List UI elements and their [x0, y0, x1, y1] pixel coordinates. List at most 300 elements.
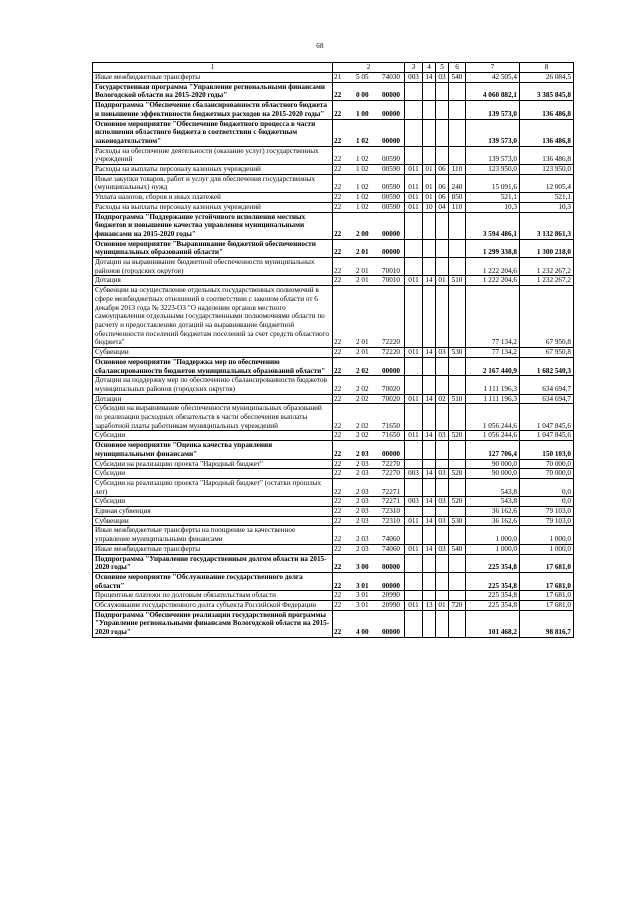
code-part: 2 00: [356, 229, 369, 238]
row-pr: [436, 459, 449, 469]
table-row: [93, 376, 574, 394]
row-value-col7: 139 573,0: [466, 101, 520, 119]
row-code: [333, 441, 405, 459]
row-pr: 03: [436, 516, 449, 526]
code-part: 2 03: [356, 459, 369, 468]
code-part: 1 02: [356, 136, 369, 145]
row-value-col7: 15 091,6: [466, 174, 520, 192]
row-name: Дотация: [93, 276, 333, 286]
row-rz: 01: [423, 193, 436, 203]
row-name: Расходы на обеспечение деятельности (оказание услуг) государственных учреждений: [93, 146, 333, 164]
row-value-col8: 136 486,8: [520, 146, 574, 164]
table-row: [93, 174, 574, 192]
row-pr: 03: [436, 544, 449, 554]
row-vid: [449, 101, 466, 119]
row-name: Иные межбюджетные трансферты на поощрение за качественное управление муниципальными финансами: [93, 526, 333, 544]
code-part: 2 02: [356, 421, 369, 430]
row-code: [333, 276, 405, 286]
table-row: [93, 544, 574, 554]
row-name: Иные закупки товаров, работ и услуг для обеспечения государственных (муниципальных) нужд: [93, 174, 333, 192]
row-name: Процентные платежи по долговым обязательствам области: [93, 591, 333, 601]
row-value-col7: 543,8: [466, 478, 520, 496]
row-vid: [449, 212, 466, 239]
row-name: Субсидии: [93, 431, 333, 441]
row-rz: 10: [423, 202, 436, 212]
row-rz: [423, 572, 436, 590]
row-pr: [436, 212, 449, 239]
code-part: 1 02: [356, 202, 369, 211]
table-row: [93, 431, 574, 441]
row-code: [333, 357, 405, 375]
code-part: 2 02: [356, 394, 369, 403]
table-row: [93, 258, 574, 276]
code-part: 3 00: [356, 563, 369, 572]
row-code: [333, 394, 405, 404]
code-part: 70010: [382, 266, 400, 275]
column-number: 2: [333, 63, 405, 73]
row-vr: 011: [405, 394, 423, 404]
row-pr: [436, 357, 449, 375]
table-row: [93, 276, 574, 286]
row-vr: 011: [405, 202, 423, 212]
row-code: [333, 601, 405, 611]
row-name: Дотации на выравнивание бюджетной обеспеченности муниципальных районов (городских округов): [93, 258, 333, 276]
row-value-col7: 225 354,8: [466, 572, 520, 590]
code-part: 1 02: [356, 183, 369, 192]
row-value-col7: 3 594 486,1: [466, 212, 520, 239]
row-vid: 110: [449, 202, 466, 212]
row-vid: 240: [449, 174, 466, 192]
code-part: 72310: [382, 516, 400, 525]
row-code: [333, 516, 405, 526]
table-row: [93, 202, 574, 212]
row-vr: [405, 404, 423, 431]
row-code: [333, 572, 405, 590]
code-part: 2 03: [356, 535, 369, 544]
row-value-col8: 1 000,0: [520, 526, 574, 544]
row-pr: 03: [436, 348, 449, 358]
table-row: [93, 526, 574, 544]
code-part: 00590: [382, 202, 400, 211]
row-vid: [449, 119, 466, 146]
row-value-col8: 0,0: [520, 478, 574, 496]
row-rz: [423, 146, 436, 164]
code-part: 22: [334, 421, 342, 430]
table-row: [93, 119, 574, 146]
row-value-col8: 17 681,0: [520, 601, 574, 611]
row-code: [333, 212, 405, 239]
row-vr: [405, 554, 423, 572]
row-pr: 03: [436, 73, 449, 83]
budget-table: [92, 62, 574, 638]
code-part: 2 01: [356, 348, 369, 357]
table-row: [93, 459, 574, 469]
row-value-col8: 26 084,5: [520, 73, 574, 83]
row-vid: [449, 459, 466, 469]
code-part: 4 00: [356, 628, 369, 637]
row-name: Иные межбюджетные трансферты: [93, 73, 333, 83]
row-value-col7: 139 573,0: [466, 146, 520, 164]
code-part: 22: [334, 202, 342, 211]
row-code: [333, 431, 405, 441]
row-vid: [449, 82, 466, 100]
row-vid: [449, 441, 466, 459]
code-part: 2 03: [356, 516, 369, 525]
code-part: 22: [334, 487, 342, 496]
row-code: [333, 497, 405, 507]
row-value-col8: 67 950,8: [520, 286, 574, 348]
code-part: 22: [334, 394, 342, 403]
row-rz: [423, 258, 436, 276]
code-part: 20990: [382, 601, 400, 610]
code-part: 74030: [382, 73, 400, 81]
code-part: 2 03: [356, 469, 369, 478]
row-vr: [405, 441, 423, 459]
row-vr: 011: [405, 193, 423, 203]
code-part: 22: [334, 591, 342, 600]
row-vr: [405, 357, 423, 375]
row-value-col8: 79 103,0: [520, 507, 574, 517]
code-part: 21: [334, 73, 342, 81]
row-value-col8: 123 950,0: [520, 165, 574, 175]
row-name: Государственная программа "Управление региональными финансами Вологодской области на 2015-2020 годы": [93, 82, 333, 100]
row-value-col8: 70 000,0: [520, 459, 574, 469]
row-code: [333, 591, 405, 601]
table-row: [93, 478, 574, 496]
row-vr: [405, 258, 423, 276]
row-code: [333, 73, 405, 83]
code-part: 00000: [382, 581, 400, 590]
row-value-col7: 225 354,8: [466, 591, 520, 601]
code-part: 70020: [382, 384, 400, 393]
row-vid: 540: [449, 544, 466, 554]
row-vid: [449, 526, 466, 544]
code-part: 1 02: [356, 155, 369, 164]
row-vid: 720: [449, 601, 466, 611]
row-name: Основное мероприятие "Выравнивание бюджетной обеспеченности муниципальных образований области": [93, 239, 333, 257]
row-value-col7: 2 167 440,9: [466, 357, 520, 375]
row-vr: [405, 572, 423, 590]
table-row: [93, 404, 574, 431]
row-vid: 510: [449, 394, 466, 404]
row-pr: 06: [436, 174, 449, 192]
code-part: 22: [334, 535, 342, 544]
code-part: 2 01: [356, 276, 369, 285]
row-vid: 850: [449, 193, 466, 203]
code-part: 3 01: [356, 591, 369, 600]
row-vid: 530: [449, 348, 466, 358]
row-code: [333, 193, 405, 203]
code-part: 2 03: [356, 507, 369, 516]
code-part: 22: [334, 229, 342, 238]
row-value-col7: 1 000,0: [466, 526, 520, 544]
table-row: [93, 73, 574, 83]
table-row: [93, 357, 574, 375]
row-vr: 003: [405, 469, 423, 479]
row-rz: [423, 478, 436, 496]
row-value-col8: 1 232 267,2: [520, 276, 574, 286]
code-part: 22: [334, 384, 342, 393]
row-vid: [449, 239, 466, 257]
code-part: 22: [334, 507, 342, 516]
row-value-col8: 136 486,8: [520, 101, 574, 119]
row-rz: 14: [423, 276, 436, 286]
row-value-col8: 10,3: [520, 202, 574, 212]
row-pr: 01: [436, 276, 449, 286]
row-value-col8: 70 000,0: [520, 469, 574, 479]
row-vr: 011: [405, 431, 423, 441]
code-part: 2 02: [356, 431, 369, 440]
row-code: [333, 146, 405, 164]
code-part: 74060: [382, 535, 400, 544]
row-rz: [423, 376, 436, 394]
row-value-col7: 1 222 204,6: [466, 276, 520, 286]
code-part: 2 03: [356, 544, 369, 553]
row-pr: 06: [436, 193, 449, 203]
row-rz: 13: [423, 601, 436, 611]
row-rz: 14: [423, 497, 436, 507]
row-value-col8: 634 694,7: [520, 376, 574, 394]
row-pr: [436, 610, 449, 637]
row-pr: [436, 376, 449, 394]
column-number: 1: [93, 63, 333, 73]
table-row: [93, 146, 574, 164]
row-vr: [405, 478, 423, 496]
code-part: 22: [334, 91, 342, 100]
code-part: 00000: [382, 563, 400, 572]
row-rz: [423, 119, 436, 146]
code-part: 22: [334, 193, 342, 202]
row-name: Подпрограмма "Управление государственным долгом области на 2015-2020 годы": [93, 554, 333, 572]
row-value-col7: 36 162,6: [466, 507, 520, 517]
code-part: 1 00: [356, 109, 369, 118]
row-vr: 011: [405, 516, 423, 526]
code-part: 71650: [382, 421, 400, 430]
row-name: Субсидии: [93, 469, 333, 479]
row-value-col8: 1 047 845,6: [520, 431, 574, 441]
row-code: [333, 119, 405, 146]
code-part: 22: [334, 581, 342, 590]
row-name: Субвенции на осуществление отдельных государственных полномочий в сфере межбюджетных отношений в соответствии с законом области от 6 декабря 2013 года № 3223-ОЗ "О наделении органов местного самоуправления отдельными государственными полномочиями области по расчету и предоставлению дотаций на выравнивание бюджетной обеспеченности поселений бюджетам поселений за счет средств областного бюджета": [93, 286, 333, 348]
row-value-col8: 150 103,0: [520, 441, 574, 459]
code-part: 00590: [382, 193, 400, 202]
column-number: 4: [423, 63, 436, 73]
row-pr: [436, 526, 449, 544]
row-value-col7: 225 354,8: [466, 601, 520, 611]
row-pr: [436, 101, 449, 119]
row-value-col7: 90 000,0: [466, 469, 520, 479]
code-part: 72220: [382, 348, 400, 357]
code-part: 70020: [382, 394, 400, 403]
row-vid: [449, 507, 466, 517]
row-vid: [449, 357, 466, 375]
row-pr: 03: [436, 431, 449, 441]
row-vr: [405, 239, 423, 257]
column-number: 7: [466, 63, 520, 73]
row-rz: [423, 212, 436, 239]
table-row: [93, 286, 574, 348]
code-part: 00590: [382, 183, 400, 192]
row-name: Дотации: [93, 394, 333, 404]
row-vid: [449, 591, 466, 601]
row-rz: 14: [423, 394, 436, 404]
row-code: [333, 469, 405, 479]
row-vid: 510: [449, 276, 466, 286]
table-row: [93, 591, 574, 601]
table-row: [93, 82, 574, 100]
row-value-col7: 123 950,0: [466, 165, 520, 175]
code-part: 72270: [382, 469, 400, 478]
code-part: 22: [334, 601, 342, 610]
row-value-col7: 521,1: [466, 193, 520, 203]
row-name: Подпрограмма "Поддержание устойчивого исполнения местных бюджетов и повышение качества управления муниципальными финансами на 2015-2020 годы": [93, 212, 333, 239]
row-rz: 14: [423, 348, 436, 358]
row-name: Уплата налогов, сборов и иных платежей: [93, 193, 333, 203]
code-part: 2 01: [356, 266, 369, 275]
row-vr: 003: [405, 73, 423, 83]
code-part: 22: [334, 348, 342, 357]
column-number-row: [93, 63, 574, 73]
row-vr: [405, 591, 423, 601]
row-vr: [405, 526, 423, 544]
table-row: [93, 441, 574, 459]
row-rz: [423, 404, 436, 431]
row-name: Подпрограмма "Обеспечение реализации государственной программы "Управление региональными финансами Вологодской области на 2015-2020 годы": [93, 610, 333, 637]
row-value-col7: 127 706,4: [466, 441, 520, 459]
row-name: Субсидии на реализацию проекта "Народный бюджет" (остатки прошлых лет): [93, 478, 333, 496]
row-vid: [449, 554, 466, 572]
row-pr: 02: [436, 394, 449, 404]
row-vr: 011: [405, 348, 423, 358]
row-code: [333, 165, 405, 175]
code-part: 00000: [382, 366, 400, 375]
code-part: 22: [334, 469, 342, 478]
row-value-col7: 1 111 196,3: [466, 376, 520, 394]
code-part: 1 02: [356, 165, 369, 174]
code-part: 22: [334, 183, 342, 192]
code-part: 22: [334, 563, 342, 572]
row-value-col8: 1 300 218,0: [520, 239, 574, 257]
code-part: 3 01: [356, 581, 369, 590]
row-value-col8: 1 047 845,6: [520, 404, 574, 431]
code-part: 71650: [382, 431, 400, 440]
row-rz: 14: [423, 73, 436, 83]
row-code: [333, 174, 405, 192]
row-code: [333, 239, 405, 257]
table-row: [93, 516, 574, 526]
code-part: 00000: [382, 449, 400, 458]
row-code: [333, 202, 405, 212]
row-pr: 04: [436, 202, 449, 212]
row-pr: 01: [436, 601, 449, 611]
row-code: [333, 478, 405, 496]
row-code: [333, 404, 405, 431]
column-number: 3: [405, 63, 423, 73]
row-code: [333, 459, 405, 469]
code-part: 22: [334, 497, 342, 506]
table-row: [93, 610, 574, 637]
code-part: 72271: [382, 487, 400, 496]
table-row: [93, 572, 574, 590]
row-value-col7: 4 060 882,1: [466, 82, 520, 100]
row-pr: [436, 554, 449, 572]
row-value-col7: 1 056 244,6: [466, 404, 520, 431]
table-row: [93, 507, 574, 517]
code-part: 22: [334, 366, 342, 375]
row-vid: [449, 478, 466, 496]
row-code: [333, 82, 405, 100]
code-part: 00000: [382, 248, 400, 257]
row-value-col7: 1 222 204,6: [466, 258, 520, 276]
code-part: 2 03: [356, 487, 369, 496]
row-value-col8: 1 000,0: [520, 544, 574, 554]
row-vid: [449, 404, 466, 431]
row-rz: [423, 591, 436, 601]
row-value-col8: 17 681,0: [520, 554, 574, 572]
table-row: [93, 601, 574, 611]
row-value-col7: 90 000,0: [466, 459, 520, 469]
row-value-col8: 3 132 861,3: [520, 212, 574, 239]
row-rz: [423, 459, 436, 469]
row-vr: [405, 101, 423, 119]
row-value-col7: 139 573,0: [466, 119, 520, 146]
row-rz: [423, 441, 436, 459]
code-part: 22: [334, 449, 342, 458]
row-vr: 011: [405, 165, 423, 175]
code-part: 2 03: [356, 449, 369, 458]
row-vid: 520: [449, 497, 466, 507]
row-value-col8: 17 681,0: [520, 572, 574, 590]
row-code: [333, 507, 405, 517]
row-vr: [405, 459, 423, 469]
code-part: 72220: [382, 338, 400, 347]
row-name: Основное мероприятие "Оценка качества управления муниципальными финансами": [93, 441, 333, 459]
row-rz: [423, 554, 436, 572]
row-pr: [436, 258, 449, 276]
row-value-col8: 17 681,0: [520, 591, 574, 601]
row-name: Субсидии: [93, 497, 333, 507]
table-row: [93, 193, 574, 203]
row-vid: 520: [449, 431, 466, 441]
row-vr: 011: [405, 544, 423, 554]
row-name: Подпрограмма "Обеспечение сбалансированности областного бюджета и повышение эффективности бюджетных расходов на 2015-2020 годы": [93, 101, 333, 119]
row-pr: [436, 146, 449, 164]
row-pr: [436, 591, 449, 601]
row-vr: [405, 507, 423, 517]
table-row: [93, 212, 574, 239]
code-part: 00000: [382, 136, 400, 145]
code-part: 5 05: [356, 73, 369, 81]
row-vr: [405, 212, 423, 239]
code-part: 2 03: [356, 497, 369, 506]
row-value-col8: 634 694,7: [520, 394, 574, 404]
row-value-col8: 3 385 845,8: [520, 82, 574, 100]
row-name: Основное мероприятие "Поддержка мер по обеспечению сбалансированности бюджетов муниципальных образований области": [93, 357, 333, 375]
row-pr: [436, 441, 449, 459]
code-part: 72271: [382, 497, 400, 506]
row-value-col8: 1 682 540,3: [520, 357, 574, 375]
row-vid: 540: [449, 73, 466, 83]
row-rz: 14: [423, 431, 436, 441]
row-rz: [423, 507, 436, 517]
row-pr: 06: [436, 165, 449, 175]
row-vid: [449, 376, 466, 394]
row-value-col7: 36 162,6: [466, 516, 520, 526]
row-code: [333, 348, 405, 358]
code-part: 22: [334, 266, 342, 275]
code-part: 20990: [382, 591, 400, 600]
table-row: [93, 101, 574, 119]
